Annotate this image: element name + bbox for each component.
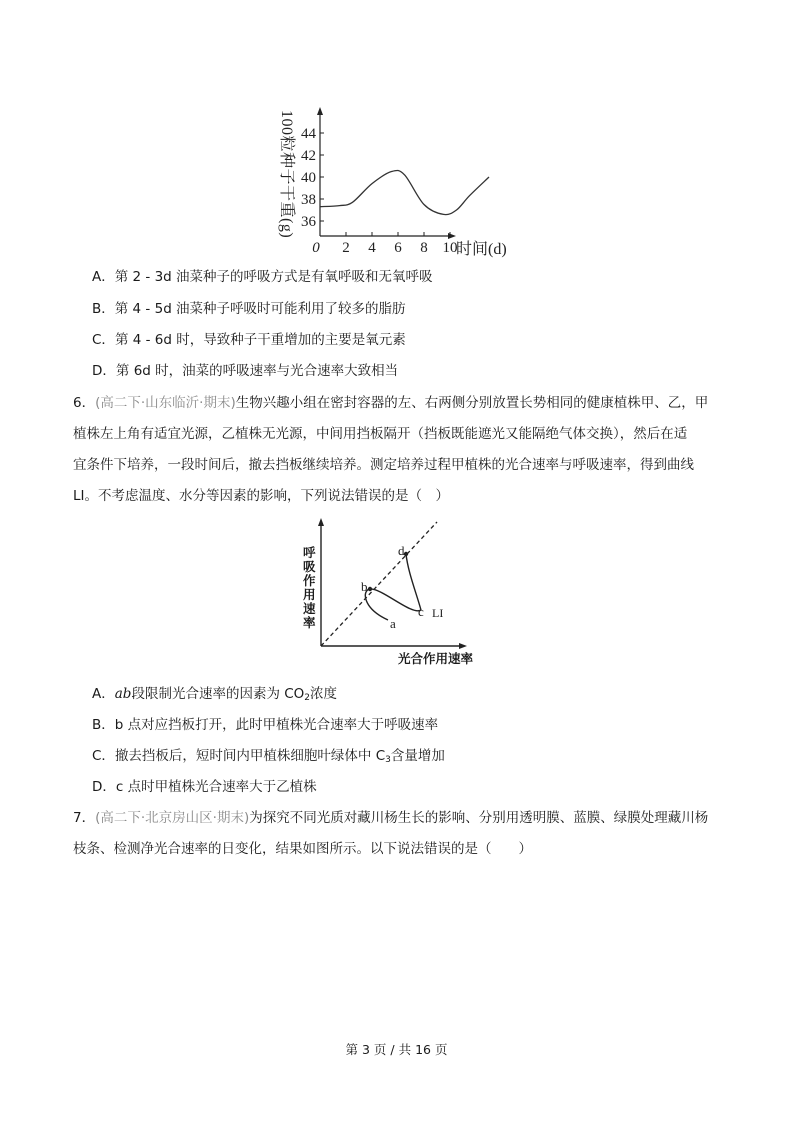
y-tick-label: 36: [301, 214, 316, 230]
option-text-tail: 浓度: [310, 686, 338, 702]
q6-stem-line1: [73, 394, 708, 412]
q7-stem-line1: [73, 809, 708, 827]
q5-option-a[interactable]: [92, 268, 433, 286]
seed-weight-chart: [270, 104, 510, 260]
option-text: c 点时甲植株光合速率大于乙植株: [115, 779, 317, 795]
seed-weight-curve: [320, 170, 489, 214]
point-c-label: c: [418, 604, 424, 619]
q6-option-c[interactable]: [92, 747, 445, 769]
option-letter: A．: [92, 269, 115, 285]
x-axis-arrow: [448, 233, 456, 239]
stem-text: 为探究不同光质对藏川杨生长的影响、分别用透明膜、蓝膜、绿膜处理藏川杨: [249, 810, 709, 826]
x-tick-label: 4: [368, 240, 376, 256]
q6-stem-line2: 植株左上角有适宜光源，乙植株无光源，中间用挡板隔开（挡板既能遮光又能隔绝气体交换），然后在适: [73, 426, 688, 442]
q5-option-d[interactable]: [92, 362, 398, 380]
curve-li: [365, 554, 421, 620]
option-text: 第 6d 时，油菜的呼吸速率与光合速率大致相当: [115, 363, 399, 379]
option-text-tail: 含量增加: [390, 748, 445, 764]
option-text: 撤去挡板后，短时间内甲植株细胞叶绿体中 C: [114, 748, 386, 764]
point-d-label: d: [398, 543, 405, 558]
chart2-xlabel: 光合作用速率: [398, 651, 474, 666]
option-text: 第 4 - 5d 油菜种子呼吸时可能利用了较多的脂肪: [114, 301, 406, 317]
q6-stem-line4: LⅠ。不考虑温度、水分等因素的影响，下列说法错误的是（ ）: [73, 488, 450, 504]
subscript: 3: [385, 755, 391, 765]
q5-option-c[interactable]: [92, 331, 406, 349]
question-source: (高二下·山东临沂·期末): [95, 395, 236, 411]
y-tick-label: 40: [301, 170, 316, 186]
curve-label: LI: [432, 606, 444, 620]
x-tick-label: 8: [420, 240, 428, 256]
y-tick-label: 44: [301, 126, 316, 142]
option-text: 第 2 - 3d 油菜种子的呼吸方式是有氧呼吸和无氧呼吸: [114, 269, 433, 285]
y-tick-label: 38: [301, 192, 316, 208]
option-letter: C．: [92, 332, 115, 348]
x-tick-label: 6: [394, 240, 402, 256]
question-number: 6．: [73, 395, 96, 411]
option-italic-segment: ab: [114, 686, 132, 702]
option-letter: B．: [92, 717, 115, 733]
q6-stem-line3: 宜条件下培养，一段时间后，撤去挡板继续培养。测定培养过程甲植株的光合速率与呼吸速率，得到曲线: [73, 457, 694, 473]
stem-text: 生物兴趣小组在密封容器的左、右两侧分别放置长势相同的健康植株甲、乙，甲: [235, 395, 709, 411]
point-a-label: a: [390, 616, 396, 631]
option-letter: D．: [92, 363, 116, 379]
y-axis-arrow: [318, 518, 324, 526]
y-axis-arrow: [317, 107, 323, 115]
option-text: 第 4 - 6d 时，导致种子干重增加的主要是氧元素: [114, 332, 406, 348]
q6-option-d[interactable]: [92, 778, 317, 796]
diagonal-dashed-line: [321, 522, 437, 646]
y-tick-label: 42: [301, 148, 316, 164]
page-footer: 第 3 页 / 共 16 页: [345, 1042, 448, 1057]
chart2-ylabel: 呼吸作用速率: [303, 545, 316, 630]
option-letter: B．: [92, 301, 115, 317]
q5-option-b[interactable]: [92, 300, 406, 318]
option-text: b 点对应挡板打开，此时甲植株光合速率大于呼吸速率: [114, 717, 439, 733]
x-tick-label: 2: [342, 240, 350, 256]
chart1-ylabel: 100粒种子干重(g): [278, 110, 295, 239]
x-tick-label: 0: [312, 240, 320, 256]
q6-option-b[interactable]: [92, 716, 438, 734]
x-tick-label: 10: [442, 240, 458, 256]
point-b-marker: [368, 587, 372, 591]
question-number: 7．: [73, 810, 96, 826]
q7-stem-line2: 枝条、检测净光合速率的日变化，结果如图所示。以下说法错误的是（ ）: [73, 841, 532, 857]
q6-option-a[interactable]: [92, 685, 337, 707]
question-source: (高二下·北京房山区·期末): [95, 810, 250, 826]
chart1-xlabel: 时间(d): [456, 241, 507, 258]
point-b-label: b: [361, 579, 368, 594]
option-text: 段限制光合速率的因素为 CO: [131, 686, 305, 702]
subscript: 2: [304, 693, 311, 703]
photo-resp-chart: [300, 512, 500, 670]
option-letter: D．: [92, 779, 116, 795]
option-letter: A．: [92, 686, 115, 702]
option-letter: C．: [92, 748, 115, 764]
